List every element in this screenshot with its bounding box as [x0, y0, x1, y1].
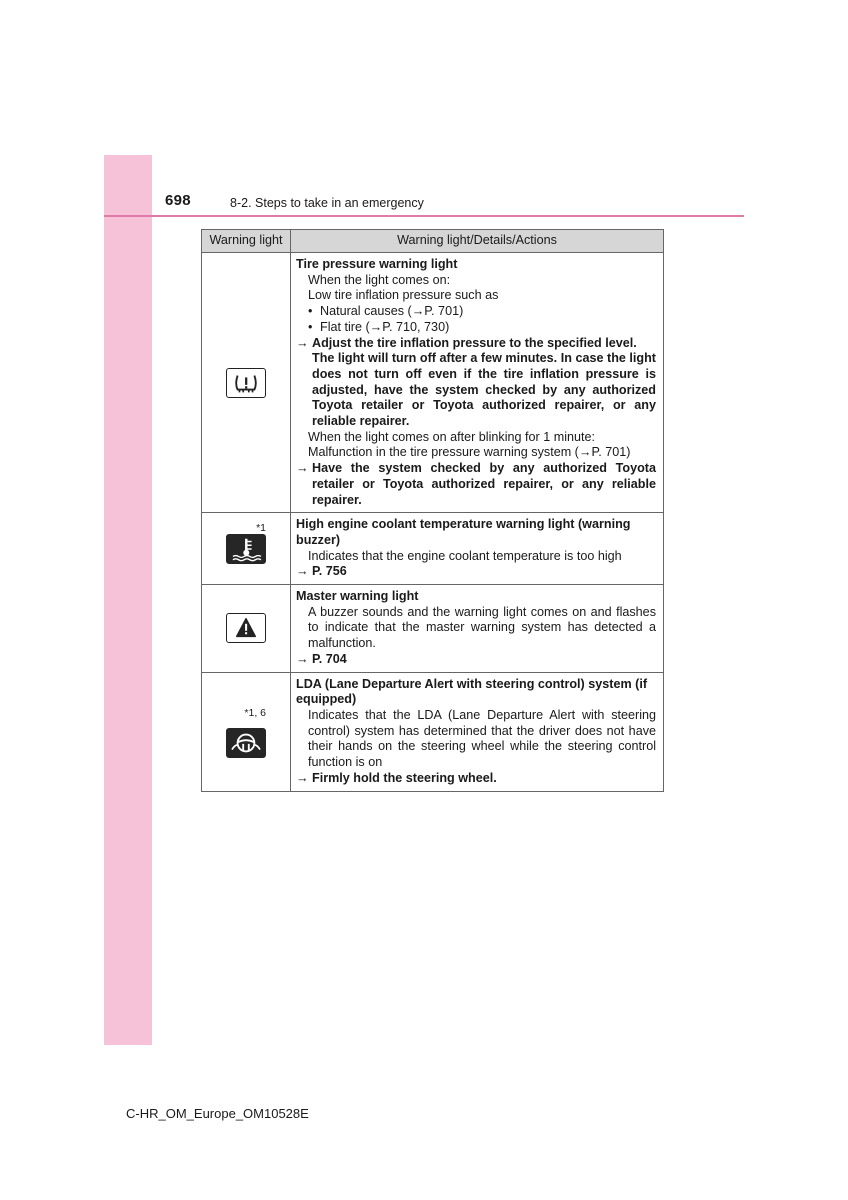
action-item — [296, 771, 656, 787]
column-header-details: Warning light/Details/Actions — [291, 230, 664, 253]
warning-light-table — [201, 229, 664, 792]
action-note — [296, 351, 656, 430]
header-divider — [104, 215, 744, 217]
page-number: 698 — [165, 192, 191, 209]
bullet-text: Natural causes (→P. 701) — [320, 304, 464, 319]
list-item: • Natural causes (→P. 701) — [308, 304, 464, 319]
icon-cell — [202, 253, 291, 513]
row-title: Tire pressure warning light — [296, 257, 458, 271]
engine-coolant-temperature-icon — [226, 534, 266, 564]
table-row — [202, 253, 664, 513]
action-item — [296, 336, 656, 352]
row-title: Master warning light — [296, 589, 419, 604]
condition-text: When the light comes on: — [308, 272, 451, 287]
description-text: Indicates that the engine coolant temperature is too high — [308, 548, 622, 563]
icon-cell — [202, 585, 291, 673]
footnote-mark: *1, 6 — [244, 706, 266, 719]
details-cell — [291, 672, 664, 791]
condition-text: When the light comes on after blinking for 1 minute: — [308, 429, 596, 444]
icon-cell — [202, 513, 291, 585]
cause-text: Malfunction in the tire pressure warning system (→P. 701) — [308, 445, 631, 460]
page-reference: P. 704 — [312, 651, 347, 666]
table-row — [202, 672, 664, 791]
table-row — [202, 585, 664, 673]
list-item: • Flat tire (→P. 710, 730) — [308, 319, 450, 334]
icon-cell — [202, 672, 291, 791]
description-text: Indicates that the LDA (Lane Departure Alert with steering control) system has determined that the driver does not have their hands on the steering wheel while the steering control function is on — [308, 707, 656, 770]
action-item — [296, 461, 656, 508]
action-text: Have the system checked by any authorized Toyota retailer or Toyota authorized repairer, or any reliable repairer. — [312, 461, 656, 507]
footnote-mark: *1 — [256, 522, 266, 535]
cause-text: Low tire inflation pressure such as — [308, 288, 499, 303]
lda-steering-icon — [226, 728, 266, 758]
section-title: 8-2. Steps to take in an emergency — [230, 196, 424, 210]
details-cell — [291, 253, 664, 513]
master-warning-icon — [226, 613, 266, 643]
arrow-icon: → — [296, 651, 309, 666]
action-text: The light will turn off after a few minutes. In case the light does not turn off even if the tire inflation pressure is adjusted, have the system checked by any authorized Toyota retailer or Toyota authorized repairer, or any reliable repairer. — [312, 351, 656, 429]
document-code: C-HR_OM_Europe_OM10528E — [126, 1106, 309, 1121]
details-cell — [291, 585, 664, 673]
action-text: Firmly hold the steering wheel. — [312, 770, 497, 785]
arrow-icon: → — [296, 335, 309, 350]
table-row — [202, 513, 664, 585]
row-title: LDA (Lane Departure Alert with steering control) system (if equipped) — [296, 676, 648, 707]
column-header-warning-light: Warning light — [202, 230, 291, 253]
arrow-icon: → — [296, 770, 309, 785]
action-text: Adjust the tire inflation pressure to the specified level. — [312, 335, 637, 350]
action-item — [296, 652, 656, 668]
description-text: A buzzer sounds and the warning light comes on and flashes to indicate that the master warning system has detected a malfunction. — [308, 604, 656, 651]
arrow-icon: → — [296, 461, 309, 476]
details-cell — [291, 513, 664, 585]
row-title: High engine coolant temperature warning light (warning buzzer) — [296, 517, 631, 547]
arrow-icon: → — [296, 564, 309, 579]
page-reference: P. 756 — [312, 564, 347, 579]
table-header-row — [202, 230, 664, 253]
tire-pressure-warning-icon — [226, 368, 266, 398]
action-item — [296, 564, 656, 580]
bullet-text: Flat tire (→P. 710, 730) — [320, 319, 450, 334]
section-tab — [104, 155, 152, 1045]
